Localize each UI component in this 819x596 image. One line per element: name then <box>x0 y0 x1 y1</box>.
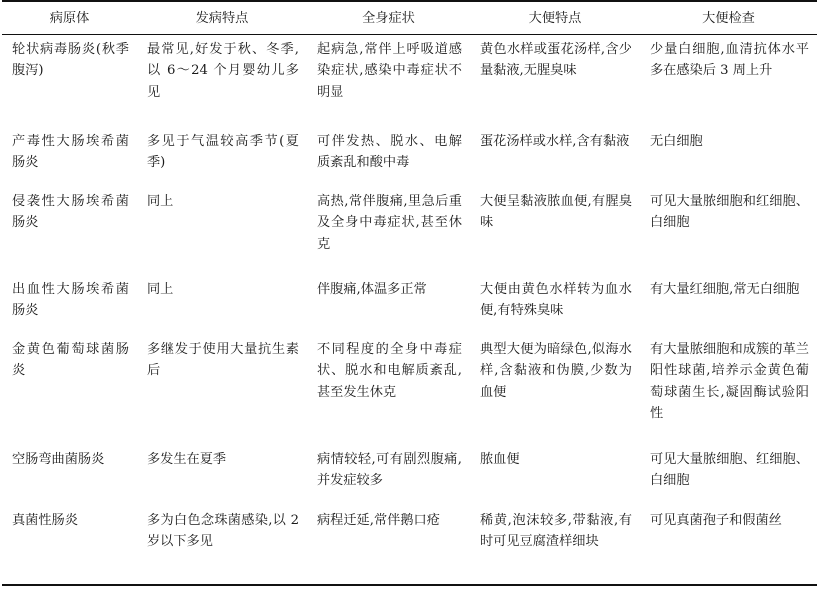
cell-onset: 同上 <box>147 281 174 297</box>
header-stool-exam: 大便检查 <box>640 1 817 34</box>
cell-exam: 无白细胞 <box>650 133 703 149</box>
cell-exam: 可见大量脓细胞、红细胞、白细胞 <box>650 451 809 488</box>
cell-onset: 多继发于使用大量抗生素后 <box>147 341 299 378</box>
cell-pathogen: 轮状病毒肠炎(秋季腹泻) <box>12 41 129 78</box>
table-row <box>2 275 817 335</box>
cell-onset: 多见于气温较高季节(夏季) <box>147 133 299 170</box>
cell-stool: 稀黄,泡沫较多,带黏液,有时可见豆腐渣样细块 <box>470 506 640 585</box>
cell-onset: 多发生在夏季 <box>147 451 227 467</box>
cell-systemic: 病程迁延,常伴鹅口疮 <box>307 506 470 585</box>
cell-stool: 黄色水样或蛋花汤样,含少量黏液,无腥臭味 <box>480 41 632 78</box>
cell-exam: 少量白细胞,血清抗体水平多在感染后 3 周上升 <box>650 41 809 78</box>
cell-exam: 有大量红细胞,常无白细胞 <box>650 281 800 297</box>
cell-pathogen: 空肠弯曲菌肠炎 <box>12 451 105 467</box>
cell-onset: 最常见,好发于秋、冬季,以 6～24 个月婴幼儿多见 <box>147 41 299 100</box>
header-onset: 发病特点 <box>137 1 307 34</box>
table-row <box>2 187 817 275</box>
cell-pathogen: 产毒性大肠埃希菌肠炎 <box>12 133 129 170</box>
cell-exam: 可见真菌孢子和假菌丝 <box>640 506 817 585</box>
header-row <box>2 1 817 34</box>
cell-exam: 可见大量脓细胞和红细胞、白细胞 <box>650 193 809 230</box>
cell-stool: 大便由黄色水样转为血水便,有特殊臭味 <box>480 281 632 318</box>
cell-stool: 脓血便 <box>480 451 520 467</box>
table-row <box>2 445 817 506</box>
header-systemic-symptoms: 全身症状 <box>307 1 470 34</box>
cell-pathogen: 侵袭性大肠埃希菌肠炎 <box>12 193 129 230</box>
cell-pathogen: 金黄色葡萄球菌肠炎 <box>12 341 129 378</box>
table-header <box>2 1 817 34</box>
cell-stool: 大便呈黏液脓血便,有腥臭味 <box>480 193 632 230</box>
cell-exam: 有大量脓细胞和成簇的革兰阳性球菌,培养示金黄色葡萄球菌生长,凝固酶试验阳性 <box>650 341 809 421</box>
cell-pathogen: 真菌性肠炎 <box>2 506 137 585</box>
cell-systemic: 高热,常伴腹痛,里急后重及全身中毒症状,甚至休克 <box>317 193 462 252</box>
header-stool-features: 大便特点 <box>470 1 640 34</box>
cell-systemic: 不同程度的全身中毒症状、脱水和电解质紊乱,甚至发生休克 <box>317 341 462 400</box>
table-row <box>2 127 817 187</box>
cell-stool: 蛋花汤样或水样,含有黏液 <box>480 133 630 149</box>
cell-onset: 多为白色念珠菌感染,以 2 岁以下多见 <box>137 506 307 585</box>
table-row <box>2 335 817 445</box>
cell-stool: 典型大便为暗绿色,似海水样,含黏液和伪膜,少数为血便 <box>480 341 632 400</box>
cell-systemic: 起病急,常伴上呼吸道感染症状,感染中毒症状不明显 <box>317 41 462 100</box>
cell-systemic: 伴腹痛,体温多正常 <box>317 281 427 297</box>
cell-pathogen: 出血性大肠埃希菌肠炎 <box>12 281 129 318</box>
cell-systemic: 可伴发热、脱水、电解质紊乱和酸中毒 <box>317 133 462 170</box>
table-row <box>2 506 817 585</box>
table-body <box>2 34 817 585</box>
cell-systemic: 病情较轻,可有剧烈腹痛,并发症较多 <box>317 451 462 488</box>
table-row <box>2 34 817 127</box>
cell-onset: 同上 <box>147 193 174 209</box>
header-pathogen: 病原体 <box>2 1 137 34</box>
diarrhea-pathogen-table <box>2 0 817 586</box>
